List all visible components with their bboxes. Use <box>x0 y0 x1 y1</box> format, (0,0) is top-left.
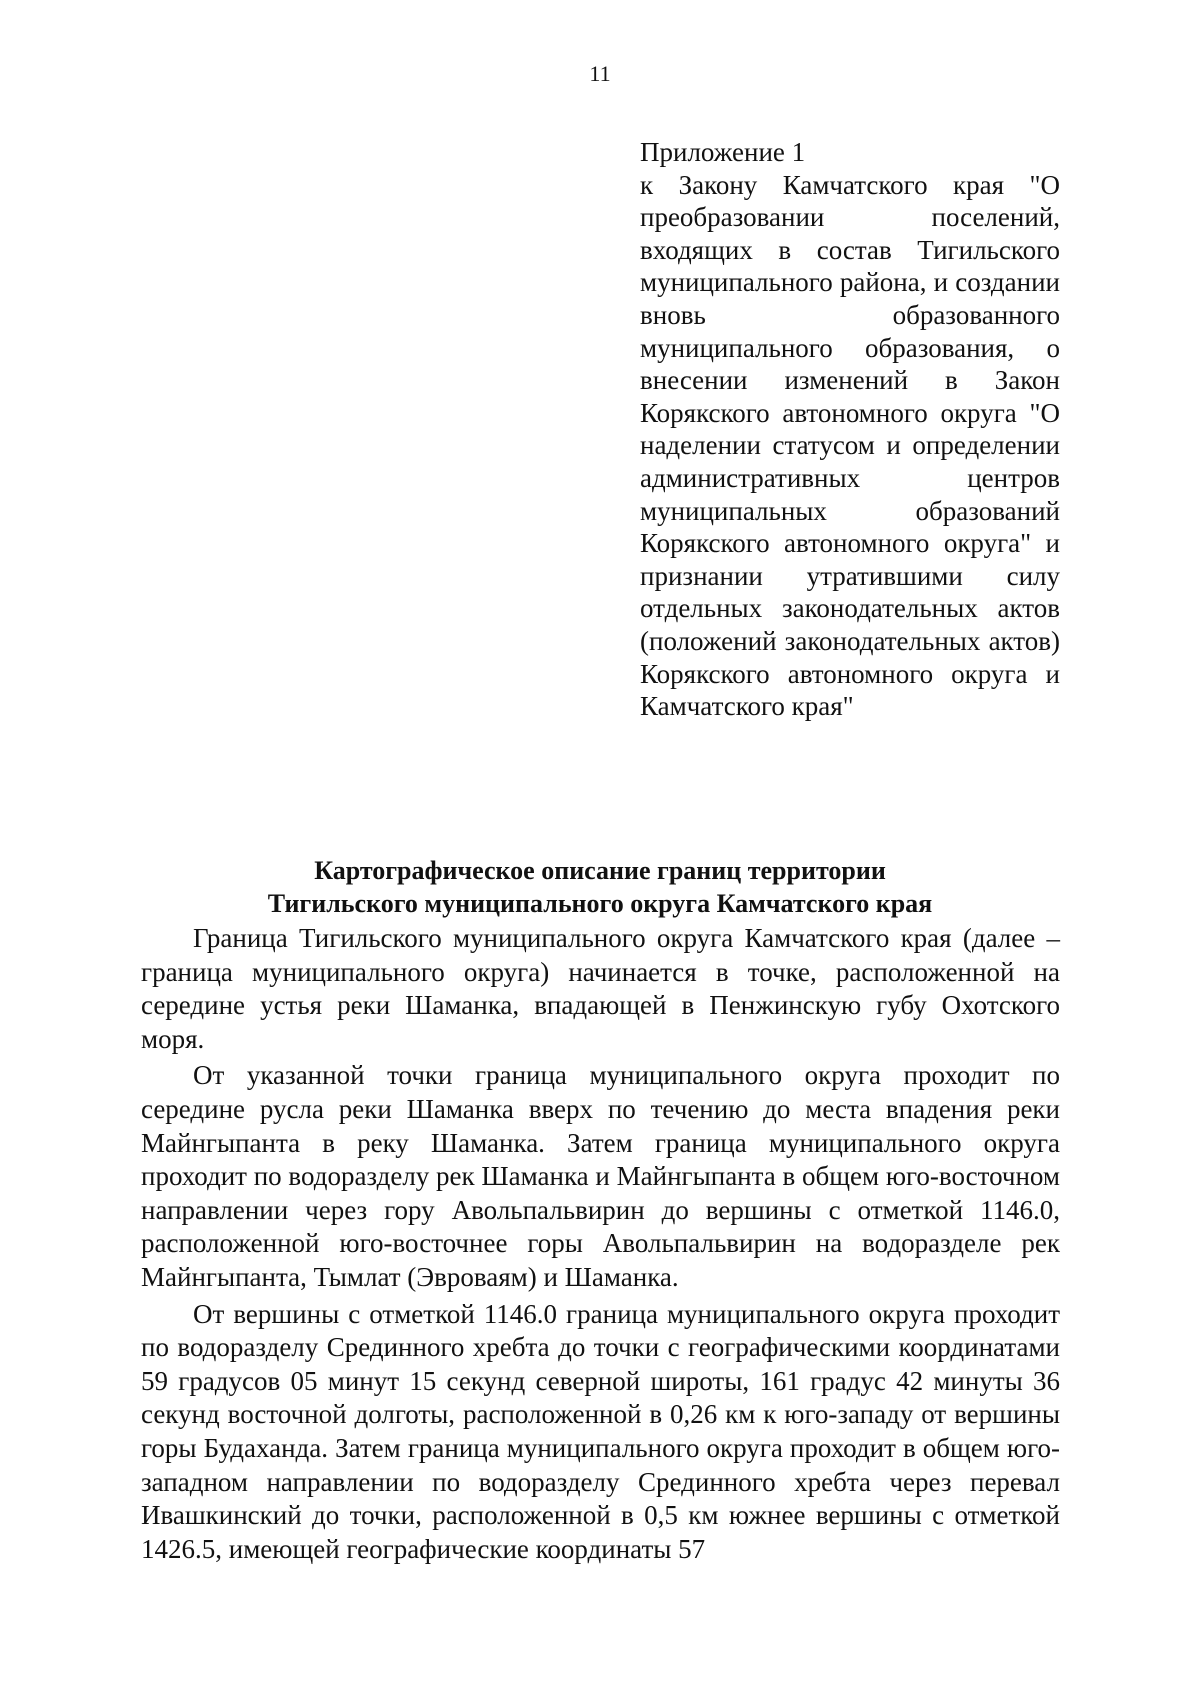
document-body <box>141 922 1060 1566</box>
paragraph-3: От вершины с отметкой 1146.0 граница муниципального округа проходит по водоразделу Срединного хребта до точки с географическими координатами 59 градусов 05 минут 15 секунд северной широты, 161 градус 42 минуты 36 секунд восточной долготы, расположенной в 0,26 км к юго-западу от вершины горы Будаханда. Затем граница муниципального округа проходит в общем юго-западном направлении по водоразделу Срединного хребта через перевал Ивашкинский до точки, расположенной в 0,5 км южнее вершины с отметкой 1426.5, имеющей географические координаты 57 <box>141 1298 1060 1564</box>
document-title-line-1: Картографическое описание границ территории <box>314 856 886 885</box>
document-title-line-2: Тигильского муниципального округа Камчатского края <box>267 889 933 918</box>
document-title <box>0 854 1200 920</box>
page-number: 11 <box>589 61 611 86</box>
appendix-block <box>640 136 1060 723</box>
paragraph-1: Граница Тигильского муниципального округа Камчатского края (далее – граница муниципального округа) начинается в точке, расположенной на середине устья реки Шаманка, впадающей в Пенжинскую губу Охотского моря. <box>141 923 1060 1054</box>
appendix-text: к Закону Камчатского края "О преобразовании поселений, входящих в состав Тигильского муниципального района, и создании вновь образованного муниципального образования, о внесении изменений в Закон Корякского автономного округа "О наделении статусом и определении административных центров муниципальных образований Корякского автономного округа" и признании утратившими силу отдельных законодательных актов (положений законодательных актов) Корякского автономного округа и Камчатского края" <box>640 169 1060 722</box>
paragraph-2: От указанной точки граница муниципального округа проходит по середине русла реки Шаманка вверх по течению до места впадения реки Майнгыпанта в реку Шаманка. Затем граница муниципального округа проходит по водоразделу рек Шаманка и Майнгыпанта в общем юго-восточном направлении через гору Авольпальвирин до вершины с отметкой 1146.0, расположенной юго-восточнее горы Авольпальвирин на водоразделе рек Майнгыпанта, Тымлат (Эвроваям) и Шаманка. <box>141 1060 1060 1292</box>
appendix-title: Приложение 1 <box>640 137 806 167</box>
